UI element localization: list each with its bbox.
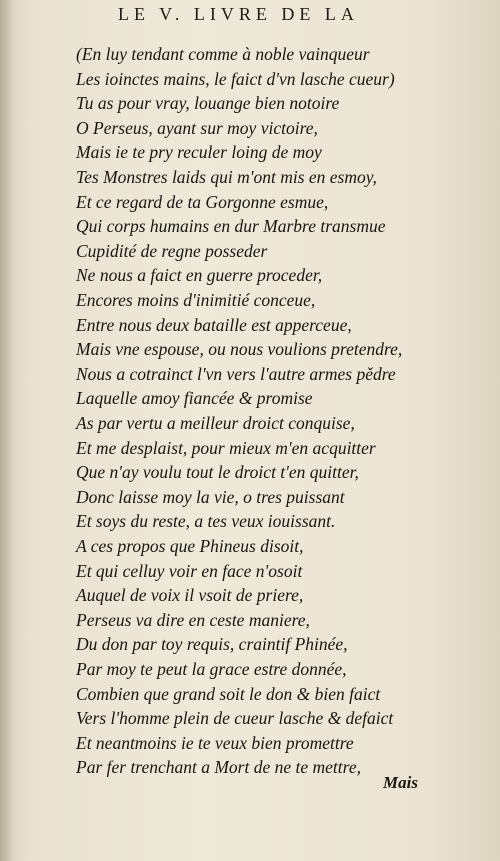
verse-line: Qui corps humains en dur Marbre transmue	[76, 216, 386, 237]
verse-line: Encores moins d'inimitié conceue,	[76, 290, 316, 310]
verse-line: O Perseus, ayant sur moy victoire,	[76, 117, 318, 138]
verse-line: (En luy tendant comme à noble vainqueur	[76, 44, 370, 64]
verse-line: Et soys du reste, a tes veux iouissant.	[76, 511, 336, 532]
verse-line: Perseus va dire en ceste maniere,	[76, 609, 310, 630]
verse-line: Et qui celluy voir en face n'osoit	[76, 560, 303, 581]
verse-line: Ne nous a faict en guerre proceder,	[76, 265, 323, 286]
verse-line: Par fer trenchant a Mort de ne te mettre,	[76, 757, 361, 778]
verse-line: Auquel de voix il vsoit de priere,	[76, 585, 304, 606]
catchword: Mais	[383, 773, 418, 792]
verse-line: Et me desplaist, pour mieux m'en acquitter	[76, 437, 376, 458]
verse-line: Mais vne espouse, ou nous voulions pretendre,	[76, 339, 403, 360]
verse-line: Du don par toy requis, craintif Phinée,	[76, 634, 348, 655]
verse-line: Nous a cotrainct l'vn vers l'autre armes pědre	[76, 363, 396, 384]
verse-line: Entre nous deux bataille est apperceue,	[76, 314, 352, 335]
verse-line: Par moy te peut la grace estre donnée,	[76, 659, 347, 679]
verse-line: Mais ie te pry reculer loing de moy	[76, 142, 322, 163]
verse-line: Cupidité de regne posseder	[76, 240, 268, 261]
verse-line: Combien que grand soit le don & bien faict	[76, 683, 381, 704]
running-head: LE V. LIVRE DE LA	[118, 4, 359, 24]
verse-line: Laquelle amoy fiancée & promise	[76, 388, 313, 409]
verse-line: As par vertu a meilleur droict conquise,	[76, 413, 355, 433]
verse-line: Et ce regard de ta Gorgonne esmue,	[76, 191, 329, 212]
verse-line: Et neantmoins ie te veux bien promettre	[76, 732, 354, 753]
verse-line: Que n'ay voulu tout le droict t'en quitter,	[76, 462, 359, 483]
verse-line: Tes Monstres laids qui m'ont mis en esmoy,	[76, 167, 377, 187]
verse-line: Les ioinctes mains, le faict d'vn lasche cueur)	[76, 68, 395, 89]
verse-line: Vers l'homme plein de cueur lasche & defaict	[76, 708, 394, 729]
page-gutter-shadow	[0, 0, 14, 861]
verse-line: Donc laisse moy la vie, o tres puissant	[76, 486, 345, 507]
verse-line: Tu as pour vray, louange bien notoire	[76, 93, 340, 114]
verse-line: A ces propos que Phineus disoit,	[76, 536, 304, 556]
